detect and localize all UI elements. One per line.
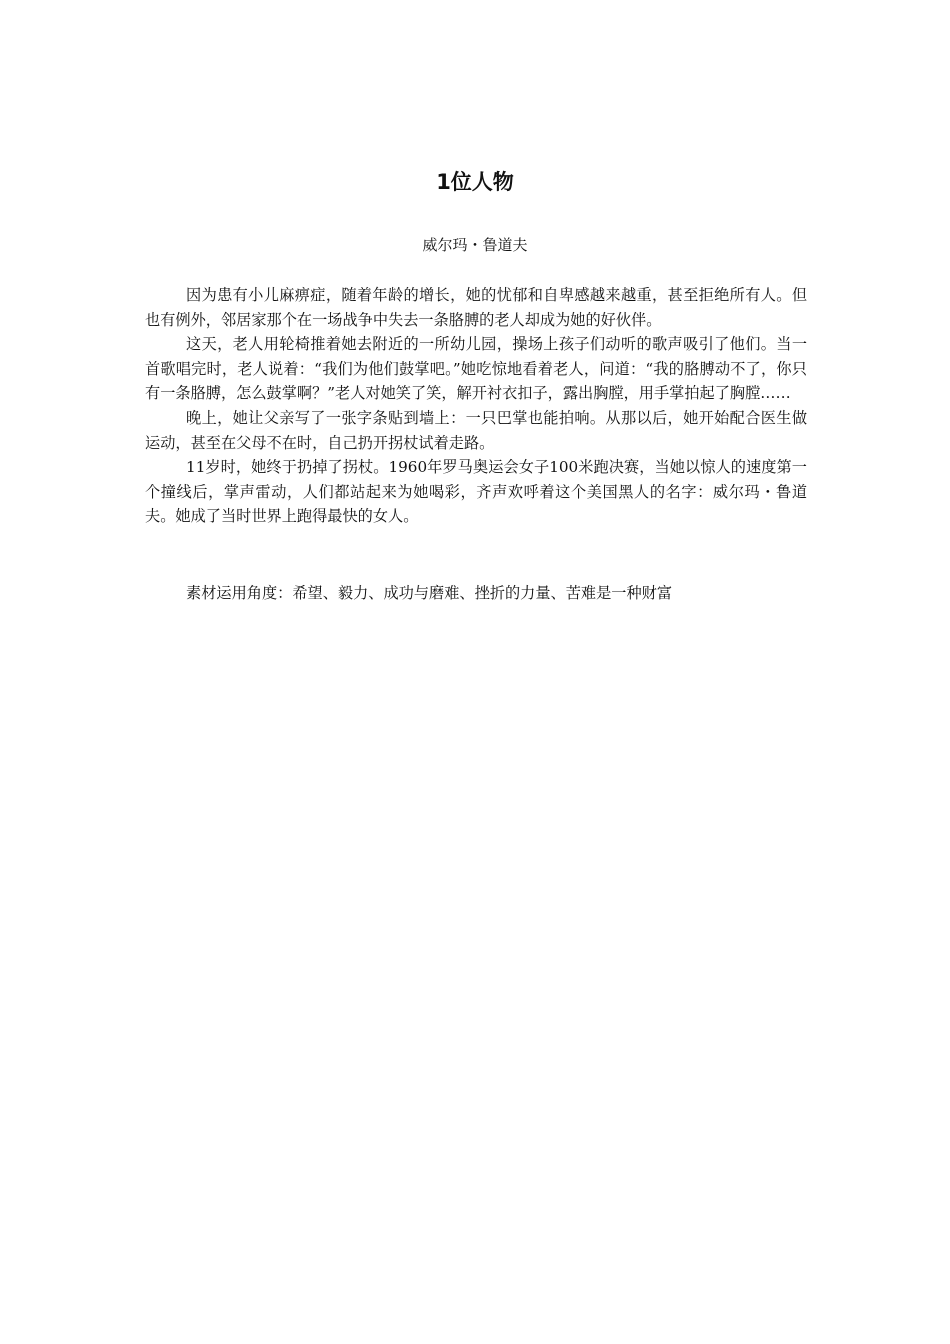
paragraph: 因为患有小儿麻痹症，随着年龄的增长，她的忧郁和自卑感越来越重，甚至拒绝所有人。但也有例外，邻居家那个在一场战争中失去一条胳膊的老人却成为她的好伙伴。 [145,286,807,329]
usage-note: 素材运用角度：希望、毅力、成功与磨难、挫折的力量、苦难是一种财富 [186,584,673,602]
document-body [145,283,807,529]
document-subtitle: 威尔玛・鲁道夫 [422,236,528,254]
paragraph: 这天，老人用轮椅推着她去附近的一所幼儿园，操场上孩子们动听的歌声吸引了他们。当一首歌唱完时，老人说着：“我们为他们鼓掌吧。”她吃惊地看着老人，问道：“我的胳膊动不了，你只有一条胳膊，怎么鼓掌啊？”老人对她笑了笑，解开衬衣扣子，露出胸膛，用手掌拍起了胸膛…… [145,335,807,403]
paragraph: 11岁时，她终于扔掉了拐杖。1960年罗马奥运会女子100米跑决赛，当她以惊人的速度第一个撞线后，掌声雷动，人们都站起来为她喝彩，齐声欢呼着这个美国黑人的名字：威尔玛・鲁道夫。她成了当时世界上跑得最快的女人。 [145,458,807,526]
paragraph: 晚上，她让父亲写了一张字条贴到墙上：一只巴掌也能拍响。从那以后，她开始配合医生做运动，甚至在父母不在时，自己扔开拐杖试着走路。 [145,408,807,452]
document-title: 1位人物 [436,170,514,194]
